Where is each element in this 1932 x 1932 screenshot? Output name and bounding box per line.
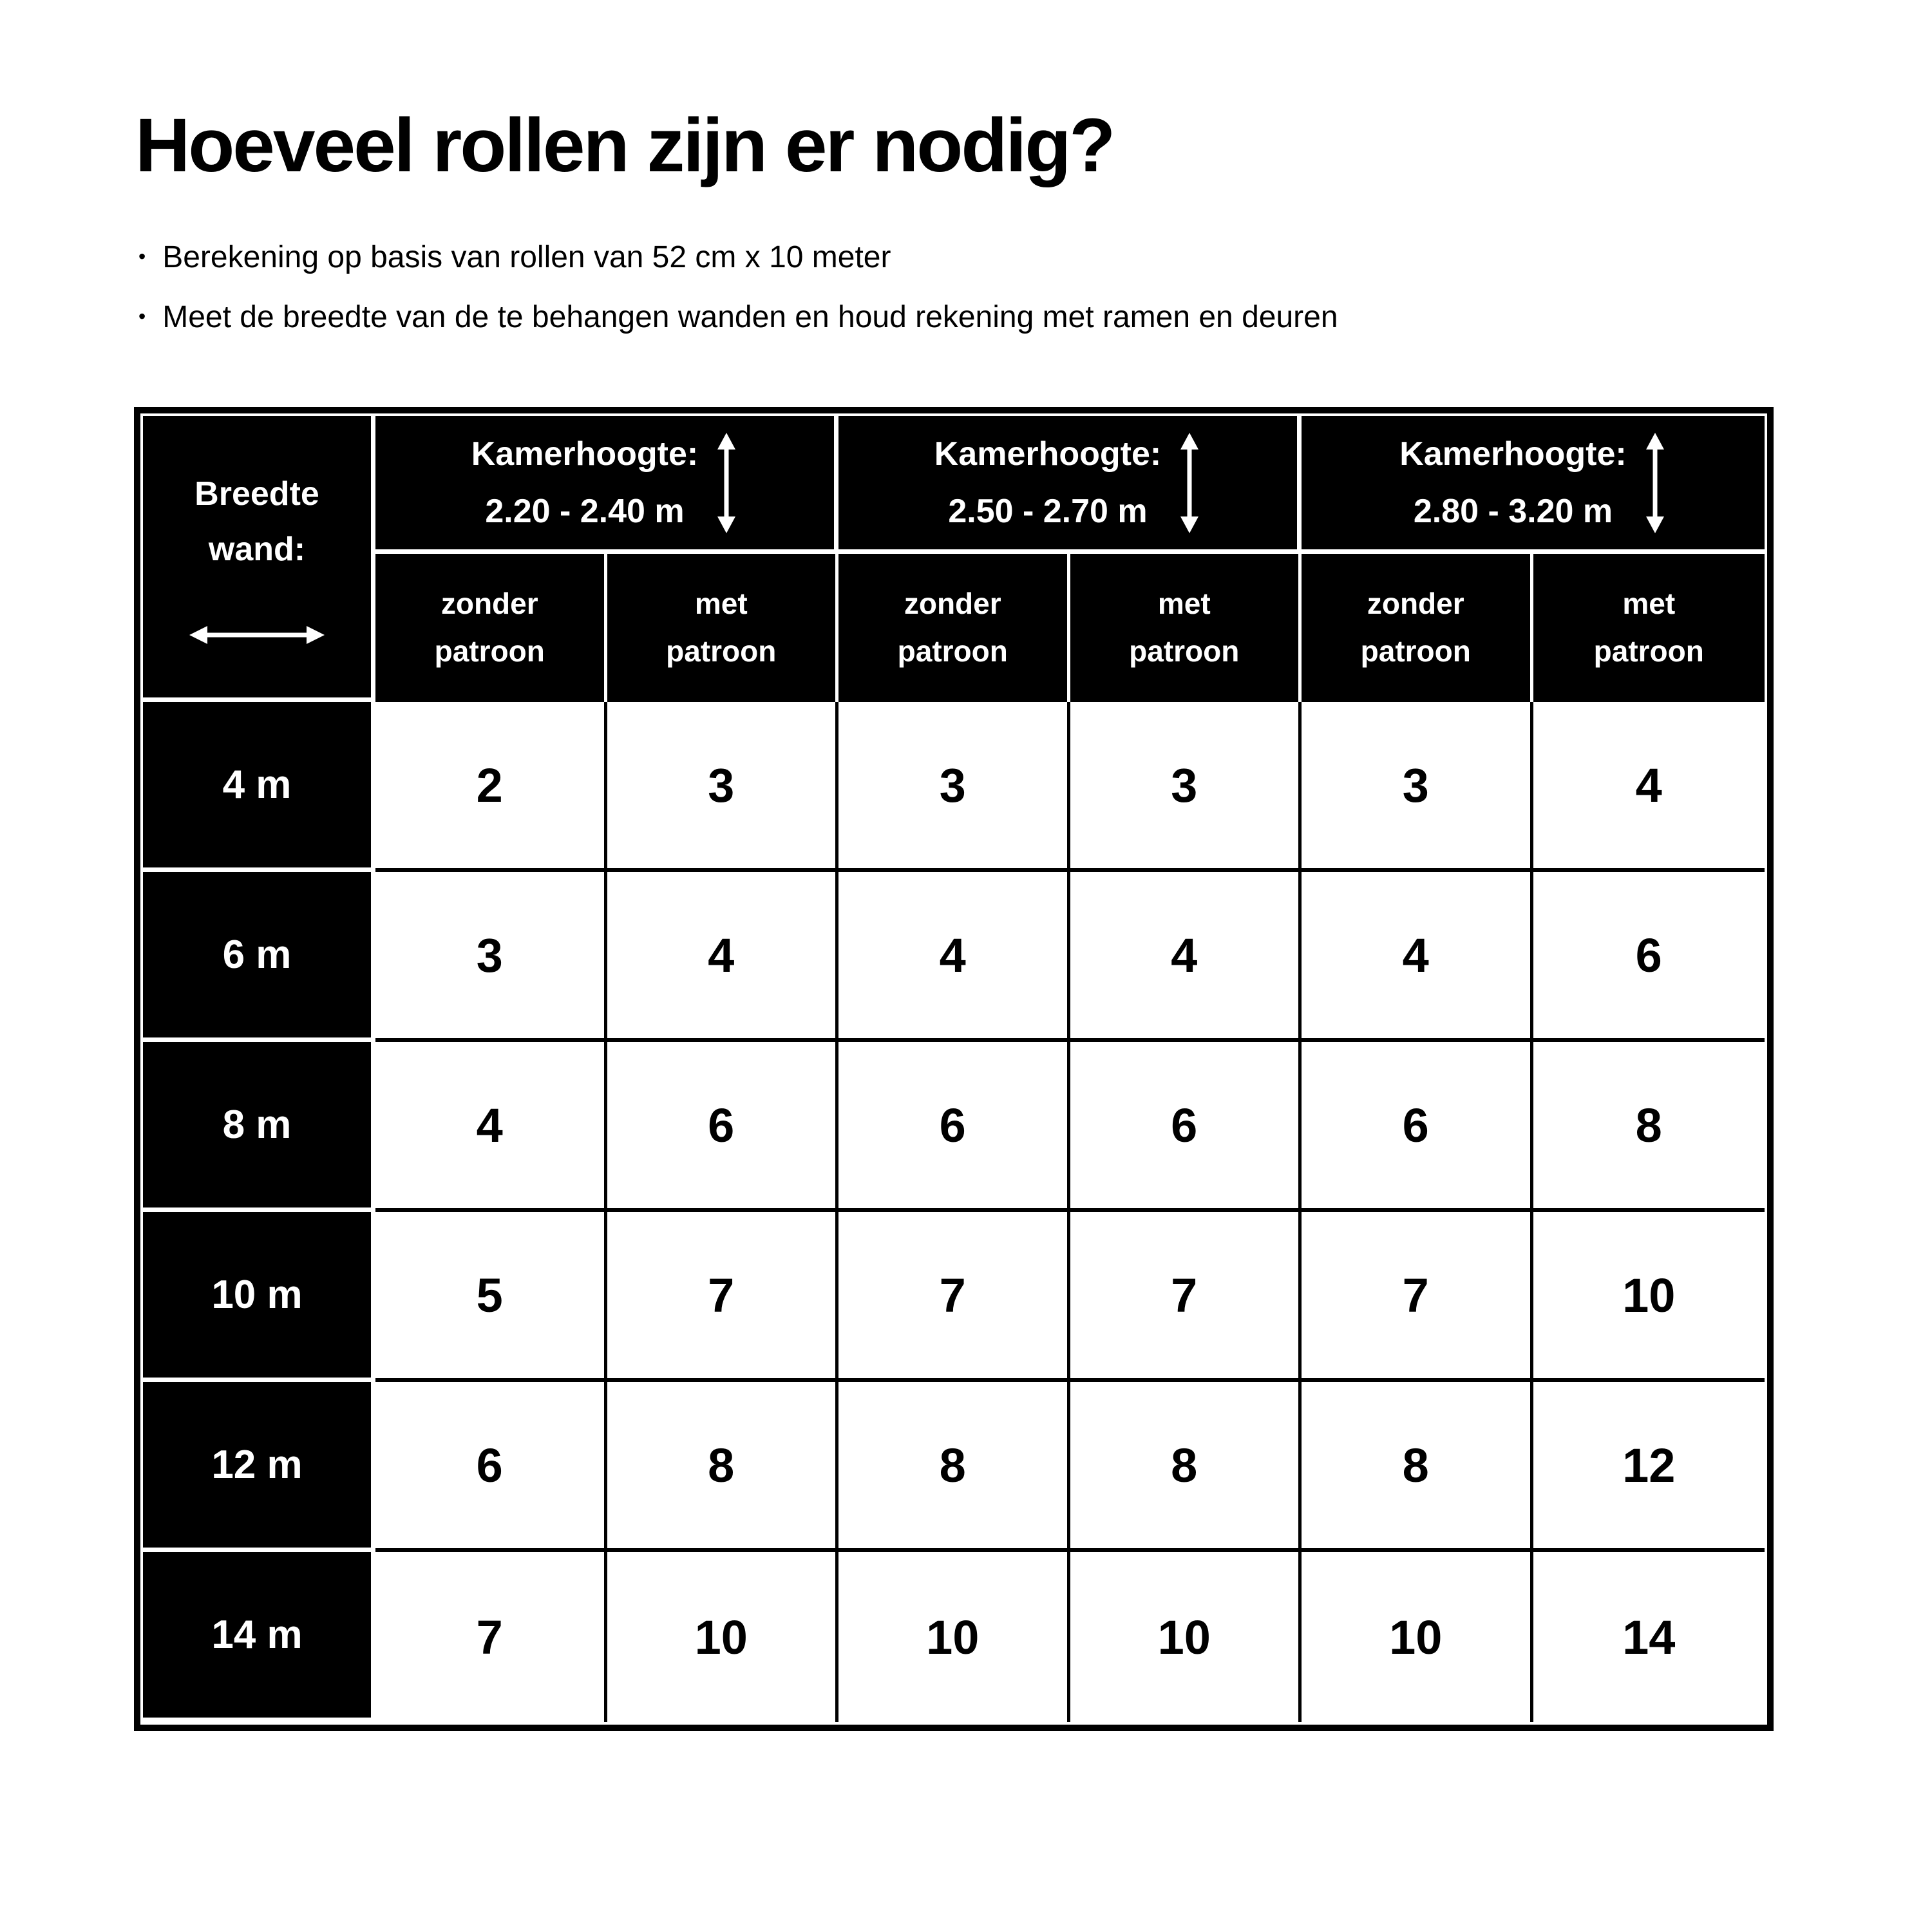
sub-header-line2: patroon bbox=[1129, 634, 1240, 668]
sub-header-line1: zonder bbox=[1367, 587, 1464, 621]
sub-header-line2: patroon bbox=[1593, 634, 1704, 668]
table-cell: 7 bbox=[607, 1212, 839, 1382]
kamerhoogte-text bbox=[934, 426, 1161, 540]
row-label: 12 m bbox=[143, 1382, 375, 1552]
table-cell: 3 bbox=[1070, 702, 1302, 872]
table-cell: 10 bbox=[1533, 1212, 1765, 1382]
table-cell: 3 bbox=[607, 702, 839, 872]
table-cell: 10 bbox=[1302, 1552, 1533, 1722]
table-cell: 7 bbox=[1302, 1212, 1533, 1382]
column-group-header bbox=[1302, 416, 1765, 554]
sub-header-line1: met bbox=[1622, 587, 1676, 621]
bullet-text: Berekening op basis van rollen van 52 cm x 10 meter bbox=[162, 240, 891, 274]
table-cell: 12 bbox=[1533, 1382, 1765, 1552]
sub-header-line1: met bbox=[694, 587, 748, 621]
table-cell: 4 bbox=[1070, 872, 1302, 1042]
column-group-header bbox=[375, 416, 838, 554]
sub-header-line1: zonder bbox=[440, 587, 538, 621]
kamerhoogte-text bbox=[1399, 426, 1626, 540]
list-item bbox=[138, 240, 1338, 275]
table-cell: 8 bbox=[607, 1382, 839, 1552]
row-label: 8 m bbox=[143, 1042, 375, 1212]
roll-calculation-table bbox=[134, 407, 1774, 1731]
sub-header-line2: patroon bbox=[1360, 634, 1471, 668]
row-label: 14 m bbox=[143, 1552, 375, 1722]
table-cell: 3 bbox=[1302, 702, 1533, 872]
sub-header-zonder-patroon bbox=[1302, 554, 1533, 702]
table-cell: 6 bbox=[1070, 1042, 1302, 1212]
sub-header-line2: patroon bbox=[434, 634, 545, 668]
table-cell: 8 bbox=[838, 1382, 1070, 1552]
sub-header-zonder-patroon bbox=[838, 554, 1070, 702]
sub-header-met-patroon bbox=[607, 554, 839, 702]
sub-header-met-patroon bbox=[1533, 554, 1765, 702]
table-cell: 6 bbox=[1302, 1042, 1533, 1212]
table-cell: 8 bbox=[1533, 1042, 1765, 1212]
table-cell: 5 bbox=[375, 1212, 607, 1382]
table-grid bbox=[140, 413, 1767, 1725]
corner-line1: Breedte bbox=[194, 475, 319, 513]
kamerhoogte-range: 2.50 - 2.70 m bbox=[948, 492, 1148, 530]
column-group-header bbox=[838, 416, 1302, 554]
bullet-icon: • bbox=[138, 305, 146, 328]
kamerhoogte-label: Kamerhoogte: bbox=[1399, 435, 1627, 473]
height-range-arrow-icon bbox=[715, 431, 738, 535]
table-cell: 3 bbox=[838, 702, 1070, 872]
sub-header-line1: met bbox=[1157, 587, 1211, 621]
table-cell: 10 bbox=[838, 1552, 1070, 1722]
row-label: 4 m bbox=[143, 702, 375, 872]
kamerhoogte-label: Kamerhoogte: bbox=[471, 435, 699, 473]
table-cell: 7 bbox=[375, 1552, 607, 1722]
list-item bbox=[138, 299, 1338, 335]
kamerhoogte-label: Kamerhoogte: bbox=[934, 435, 1162, 473]
table-cell: 2 bbox=[375, 702, 607, 872]
table-cell: 7 bbox=[1070, 1212, 1302, 1382]
table-cell: 4 bbox=[838, 872, 1070, 1042]
table-cell: 8 bbox=[1070, 1382, 1302, 1552]
table-cell: 4 bbox=[1302, 872, 1533, 1042]
bullet-icon: • bbox=[138, 245, 146, 268]
table-cell: 7 bbox=[838, 1212, 1070, 1382]
bullet-text: Meet de breedte van de te behangen wanden en houd rekening met ramen en deuren bbox=[162, 300, 1338, 334]
table-cell: 10 bbox=[1070, 1552, 1302, 1722]
height-range-arrow-icon bbox=[1643, 431, 1667, 535]
kamerhoogte-range: 2.80 - 3.20 m bbox=[1413, 492, 1613, 530]
table-cell: 14 bbox=[1533, 1552, 1765, 1722]
row-label: 10 m bbox=[143, 1212, 375, 1382]
table-cell: 6 bbox=[607, 1042, 839, 1212]
corner-header-breedte-wand bbox=[143, 416, 375, 702]
sub-header-zonder-patroon bbox=[375, 554, 607, 702]
height-range-arrow-icon bbox=[1178, 431, 1201, 535]
table-cell: 4 bbox=[1533, 702, 1765, 872]
table-cell: 6 bbox=[375, 1382, 607, 1552]
row-label: 6 m bbox=[143, 872, 375, 1042]
table-cell: 6 bbox=[838, 1042, 1070, 1212]
sub-header-line2: patroon bbox=[897, 634, 1008, 668]
page-title: Hoeveel rollen zijn er nodig? bbox=[135, 103, 1114, 188]
table-cell: 4 bbox=[375, 1042, 607, 1212]
sub-header-met-patroon bbox=[1070, 554, 1302, 702]
table-cell: 6 bbox=[1533, 872, 1765, 1042]
corner-line2: wand: bbox=[208, 530, 306, 568]
table-cell: 10 bbox=[607, 1552, 839, 1722]
bullet-list bbox=[138, 240, 1338, 359]
kamerhoogte-range: 2.20 - 2.40 m bbox=[485, 492, 685, 530]
table-cell: 4 bbox=[607, 872, 839, 1042]
table-cell: 3 bbox=[375, 872, 607, 1042]
sub-header-line2: patroon bbox=[666, 634, 777, 668]
kamerhoogte-text bbox=[471, 426, 698, 540]
wall-width-arrow-icon bbox=[188, 623, 326, 647]
sub-header-line1: zonder bbox=[904, 587, 1001, 621]
table-cell: 8 bbox=[1302, 1382, 1533, 1552]
